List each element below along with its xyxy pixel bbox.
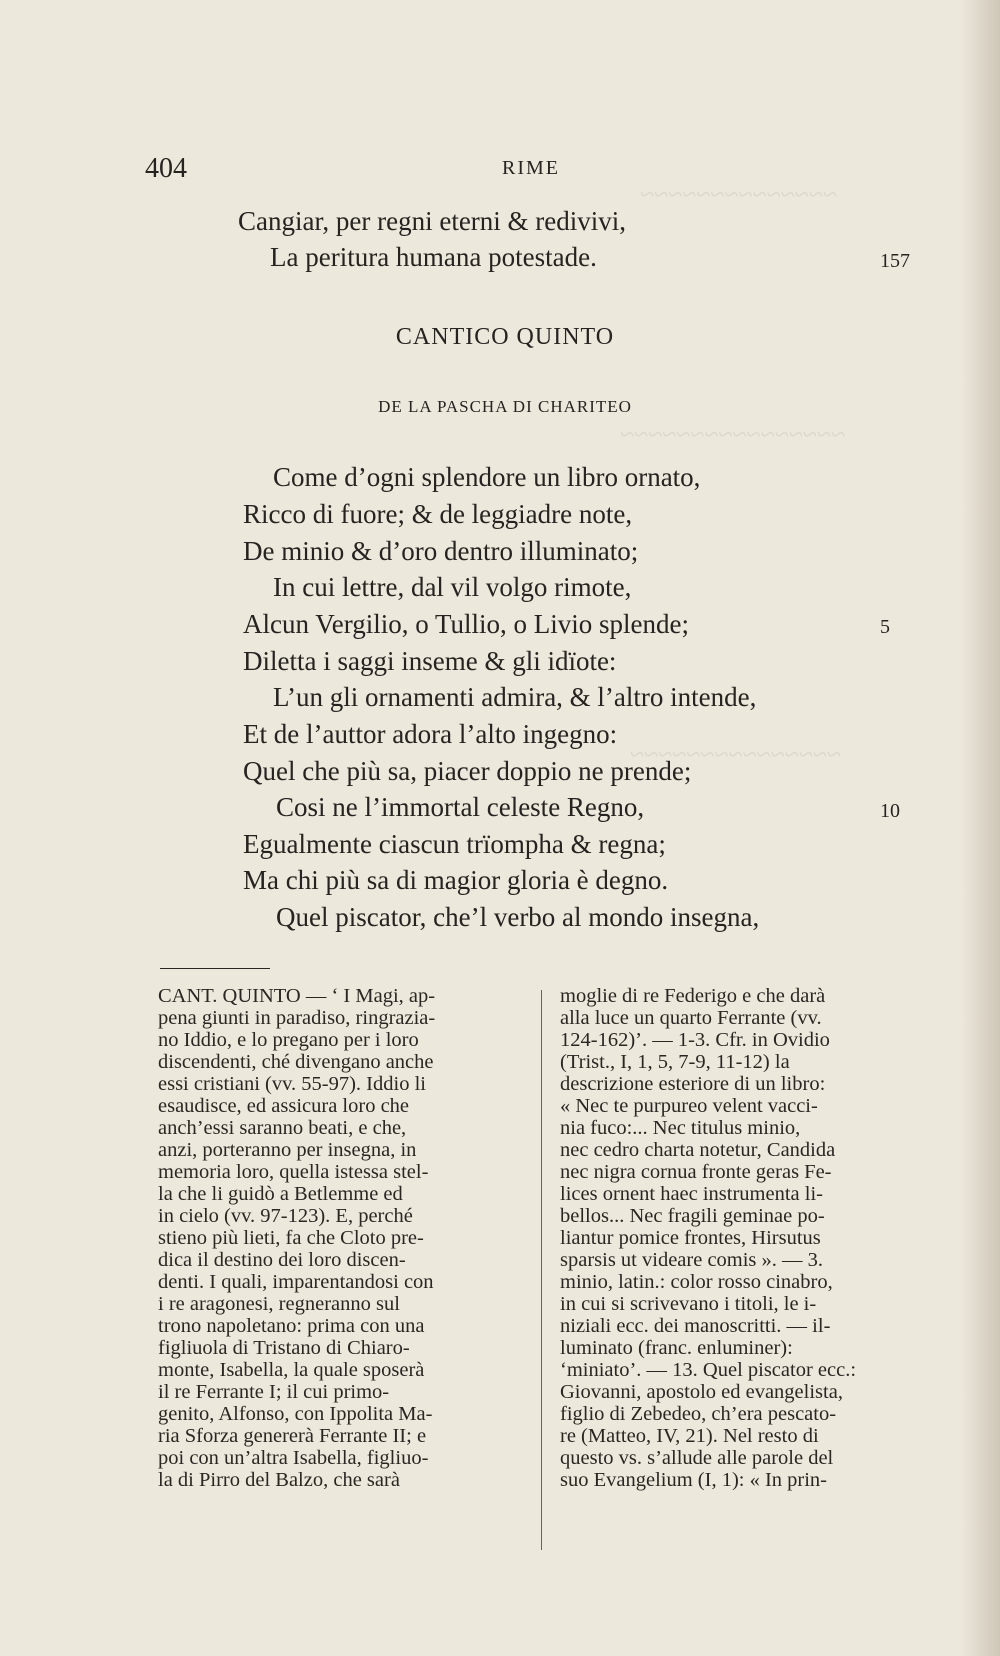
footnote-line: (Trist., I, 1, 5, 7-9, 11-12) la: [560, 1051, 790, 1073]
footnote-column-left: [158, 985, 538, 1491]
verse-line: De minio & d’oro dentro illuminato;: [243, 536, 639, 566]
footnote-line: descrizione esteriore di un libro:: [560, 1073, 826, 1095]
footnote-column-divider: [541, 990, 542, 1550]
verse-line: Come d’ogni splendore un libro ornato,: [273, 462, 701, 492]
footnote-line: genito, Alfonso, con Ippolita Ma-: [158, 1403, 433, 1425]
footnote-line: la che li guidò a Betlemme ed: [158, 1183, 403, 1205]
verse-line: Cosi ne l’immortal celeste Regno,: [276, 792, 645, 822]
footnote-line: anzi, porteranno per insegna, in: [158, 1139, 417, 1161]
footnote-line: discendenti, ché divengano anche: [158, 1051, 434, 1073]
footnote-line: memoria loro, quella istessa stel-: [158, 1161, 429, 1183]
footnote-line: alla luce un quarto Ferrante (vv.: [560, 1007, 822, 1029]
verse-line: Ma chi più sa di magior gloria è degno.: [243, 865, 669, 895]
footnote-line: lices ornent haec instrumenta li-: [560, 1183, 823, 1205]
verse-line: Ricco di fuore; & de leggiadre note,: [243, 499, 633, 529]
footnote-line: pena giunti in paradiso, ringrazia-: [158, 1007, 436, 1029]
footnote-line: il re Ferrante I; il cui primo-: [158, 1381, 390, 1403]
footnote-rule: [160, 968, 270, 969]
footnote-line: essi cristiani (vv. 55-97). Iddio li: [158, 1073, 426, 1095]
footnote-line: moglie di re Federigo e che darà: [560, 985, 826, 1007]
footnote-line: ‘miniato’. — 13. Quel piscator ecc.:: [560, 1359, 857, 1381]
line-number: 10: [880, 800, 900, 822]
verse-line: Cangiar, per regni eterni & redivivi,: [238, 206, 627, 236]
footnote-line: stieno più lieti, fa che Cloto pre-: [158, 1227, 424, 1249]
footnote-line: in cui si scrivevano i titoli, le i-: [560, 1293, 817, 1315]
verse-line: Quel piscator, che’l verbo al mondo insegna,: [276, 902, 760, 932]
footnote-line: nia fuco:... Nec titulus minio,: [560, 1117, 801, 1139]
footnote-line: anch’essi saranno beati, e che,: [158, 1117, 407, 1139]
footnote-line: suo Evangelium (I, 1): « In prin-: [560, 1469, 828, 1491]
footnote-line: Giovanni, apostolo ed evangelista,: [560, 1381, 843, 1403]
show-through-text: ~~~~~~~~~~~~~~~: [630, 740, 841, 769]
footnote-line: esaudisce, ed assicura loro che: [158, 1095, 410, 1117]
page-edge-shadow: [960, 0, 1000, 1656]
canto-subtitle: DE LA PASCHA DI CHARITEO: [378, 397, 632, 416]
verse-line: La peritura humana potestade.: [270, 242, 597, 272]
footnote-line: in cielo (vv. 97-123). E, perché: [158, 1205, 413, 1227]
page-number: 404: [145, 153, 187, 184]
footnote-line: monte, Isabella, la quale sposerà: [158, 1359, 425, 1381]
footnote-line: figlio di Zebedeo, ch’era pescato-: [560, 1403, 837, 1425]
footnote-line: figliuola di Tristano di Chiaro-: [158, 1337, 410, 1359]
line-number: 157: [880, 250, 910, 272]
footnote-line: ria Sforza genererà Ferrante II; e: [158, 1425, 427, 1447]
footnote-line: nec nigra cornua fronte geras Fe-: [560, 1161, 832, 1183]
footnote-line: denti. I quali, imparentandosi con: [158, 1271, 434, 1293]
footnote-line: minio, latin.: color rosso cinabro,: [560, 1271, 833, 1293]
footnote-line: no Iddio, e lo pregano per i loro: [158, 1029, 419, 1051]
canto-title: CANTICO QUINTO: [395, 324, 615, 350]
footnote-line: sparsis ut videare comis ». — 3.: [560, 1249, 824, 1271]
show-through-text: ~~~~~~~~~~~~~~: [640, 180, 837, 209]
footnote-line: CANT. QUINTO — ‘ I Magi, ap-: [158, 985, 436, 1007]
footnote-line: 124-162)’. — 1-3. Cfr. in Ovidio: [560, 1029, 830, 1051]
verse-line: Diletta i saggi inseme & gli idïote:: [243, 646, 617, 676]
footnote-line: re (Matteo, IV, 21). Nel resto di: [560, 1425, 819, 1447]
footnote-line: questo vs. s’allude alle parole del: [560, 1447, 834, 1469]
footnote-line: bellos... Nec fragili geminae po-: [560, 1205, 825, 1227]
show-through-text: ~~~~~~~~~~~~~~~~: [620, 420, 846, 449]
verse-line: In cui lettre, dal vil volgo rimote,: [273, 572, 632, 602]
footnote-line: liantur pomice frontes, Hirsutus: [560, 1227, 821, 1249]
footnote-line: poi con un’altra Isabella, figliuo-: [158, 1447, 429, 1469]
verse-line: Et de l’auttor adora l’alto ingegno:: [243, 719, 618, 749]
verse-line: Alcun Vergilio, o Tullio, o Livio splende;: [243, 609, 690, 639]
footnote-line: « Nec te purpureo velent vacci-: [560, 1095, 818, 1117]
footnote-line: i re aragonesi, regneranno sul: [158, 1293, 400, 1315]
verse-line: Egualmente ciascun trïompha & regna;: [243, 829, 666, 859]
footnote-column-right: [560, 985, 940, 1491]
page-header: [145, 153, 865, 189]
footnote-line: la di Pirro del Balzo, che sarà: [158, 1469, 400, 1491]
footnote-line: niziali ecc. dei manoscritti. — il-: [560, 1315, 831, 1337]
running-title: RIME: [502, 157, 560, 179]
footnote-line: dica il destino dei loro discen-: [158, 1249, 406, 1271]
verse-line: L’un gli ornamenti admira, & l’altro intende,: [273, 682, 757, 712]
verse-line: Quel che più sa, piacer doppio ne prende;: [243, 756, 692, 786]
footnote-line: trono napoletano: prima con una: [158, 1315, 425, 1337]
footnote-line: nec cedro charta notetur, Candida: [560, 1139, 836, 1161]
footnote-line: luminato (franc. enluminer):: [560, 1337, 793, 1359]
line-number: 5: [880, 616, 890, 638]
